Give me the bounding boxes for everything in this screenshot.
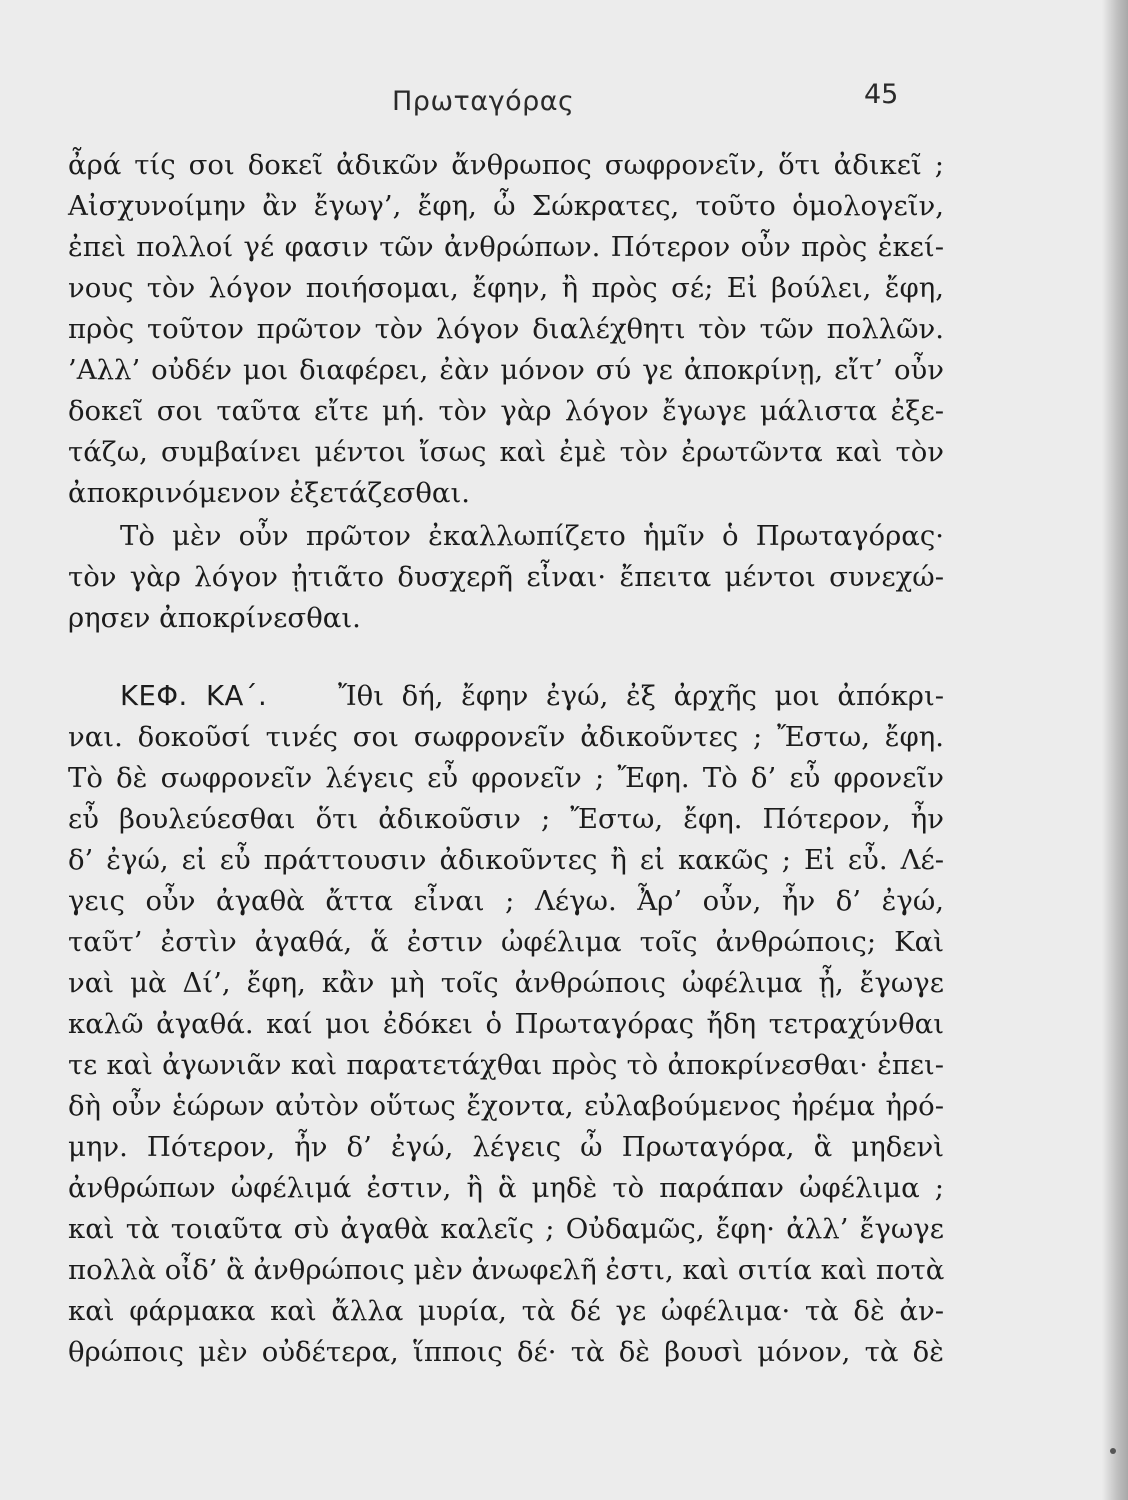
text-line: καὶ φάρμακα καὶ ἄλλα μυρία, τὰ δέ γε ὠφέλιμα· τὰ δὲ ἀν- [68, 1295, 944, 1327]
page-edge-shadow [1102, 0, 1128, 1500]
text-line: ρησεν ἀποκρίνεσθαι. [68, 602, 361, 634]
first-line-text: Ἴθι δή, ἔφην ἐγώ, ἐξ ἀρχῆς μοι ἀπόκρι- [337, 680, 945, 712]
chapter-label: ΚΕΦ. ΚΑ΄. [120, 680, 268, 712]
text-line: ναι. δοκοῦσί τινές σοι σωφρονεῖν ἀδικοῦντες ; Ἔστω, ἔφη. [68, 721, 944, 753]
text-line: Αἰσχυνοίμην ἂν ἔγωγ’, ἔφη, ὦ Σώκρατες, τοῦτο ὁμολογεῖν, [68, 190, 944, 222]
text-line: ταῦτ’ ἐστὶν ἀγαθά, ἅ ἐστιν ὠφέλιμα τοῖς ἀνθρώποις; Καὶ [68, 926, 944, 958]
text-line: θρώποις μὲν οὐδέτερα, ἵπποις δέ· τὰ δὲ βουσὶ μόνον, τὰ δὲ [68, 1336, 944, 1368]
text-line: Τὸ μὲν οὖν πρῶτον ἐκαλλωπίζετο ἡμῖν ὁ Πρωταγόρας· [120, 520, 944, 552]
text-line: δοκεῖ σοι ταῦτα εἴτε μή. τὸν γὰρ λόγον ἔγωγε μάλιστα ἐξε- [68, 395, 944, 427]
paragraph-2 [68, 516, 944, 639]
text-line: τὸν γὰρ λόγον ᾐτιᾶτο δυσχερῆ εἶναι· ἔπειτα μέντοι συνεχώ- [68, 561, 944, 593]
text-line: καὶ τὰ τοιαῦτα σὺ ἀγαθὰ καλεῖς ; Οὐδαμῶς, ἔφη· ἀλλ’ ἔγωγε [68, 1213, 944, 1245]
text-line-first [68, 676, 944, 717]
text-line: πρὸς τοῦτον πρῶτον τὸν λόγον διαλέχθητι τὸν τῶν πολλῶν. [68, 313, 944, 345]
text-line: ἐπεὶ πολλοί γέ φασιν τῶν ἀνθρώπων. Πότερον οὖν πρὸς ἐκεί- [68, 231, 944, 263]
text-line: γεις οὖν ἀγαθὰ ἄττα εἶναι ; Λέγω. Ἆρ’ οὖν, ἦν δ’ ἐγώ, [68, 885, 944, 917]
text-line: ἆρά τίς σοι δοκεῖ ἀδικῶν ἄνθρωπος σωφρονεῖν, ὅτι ἀδικεῖ ; [68, 149, 944, 181]
text-line: πολλὰ οἶδ’ ἃ ἀνθρώποις μὲν ἀνωφελῆ ἐστι, καὶ σιτία καὶ ποτὰ [68, 1254, 945, 1286]
text-line: τε καὶ ἀγωνιᾶν καὶ παρατετάχθαι πρὸς τὸ ἀποκρίνεσθαι· ἐπει- [68, 1050, 944, 1081]
paragraph-3 [68, 676, 944, 1373]
text-line: καλῶ ἀγαθά. καί μοι ἐδόκει ὁ Πρωταγόρας ἤδη τετραχύνθαι [68, 1008, 944, 1040]
text-line: ἀποκρινόμενον ἐξετάζεσθαι. [68, 477, 470, 509]
text-line: μην. Πότερον, ἦν δ’ ἐγώ, λέγεις ὦ Πρωταγόρα, ἃ μηδενὶ [68, 1131, 944, 1163]
running-header-title: Πρωταγόρας [392, 86, 575, 117]
paragraph-1 [68, 145, 944, 514]
text-line: εὖ βουλεύεσθαι ὅτι ἀδικοῦσιν ; Ἔστω, ἔφη. Πότερον, ἦν [68, 803, 944, 835]
text-line: ἀνθρώπων ὠφέλιμά ἐστιν, ἢ ἃ μηδὲ τὸ παράπαν ὠφέλιμα ; [68, 1172, 944, 1204]
text-line: ναὶ μὰ Δί’, ἔφη, κἂν μὴ τοῖς ἀνθρώποις ὠφέλιμα ᾖ, ἔγωγε [68, 967, 944, 999]
text-line: νους τὸν λόγον ποιήσομαι, ἔφην, ἢ πρὸς σέ; Εἰ βούλει, ἔφη, [68, 272, 944, 304]
text-line: Τὸ δὲ σωφρονεῖν λέγεις εὖ φρονεῖν ; Ἔφη. Τὸ δ’ εὖ φρονεῖν [68, 762, 944, 794]
page-number: 45 [864, 79, 899, 110]
text-line: ’Αλλ’ οὐδέν μοι διαφέρει, ἐὰν μόνον σύ γε ἀποκρίνῃ, εἴτ’ οὖν [68, 354, 944, 386]
text-line: δ’ ἐγώ, εἰ εὖ πράττουσιν ἀδικοῦντες ἢ εἰ κακῶς ; Εἰ εὖ. Λέ- [68, 844, 944, 876]
scan-speck [1110, 1448, 1116, 1454]
text-line: δὴ οὖν ἑώρων αὐτὸν οὕτως ἔχοντα, εὐλαβούμενος ἠρέμα ἠρό- [68, 1090, 944, 1122]
text-line: τάζω, συμβαίνει μέντοι ἴσως καὶ ἐμὲ τὸν ἐρωτῶντα καὶ τὸν [68, 436, 944, 468]
